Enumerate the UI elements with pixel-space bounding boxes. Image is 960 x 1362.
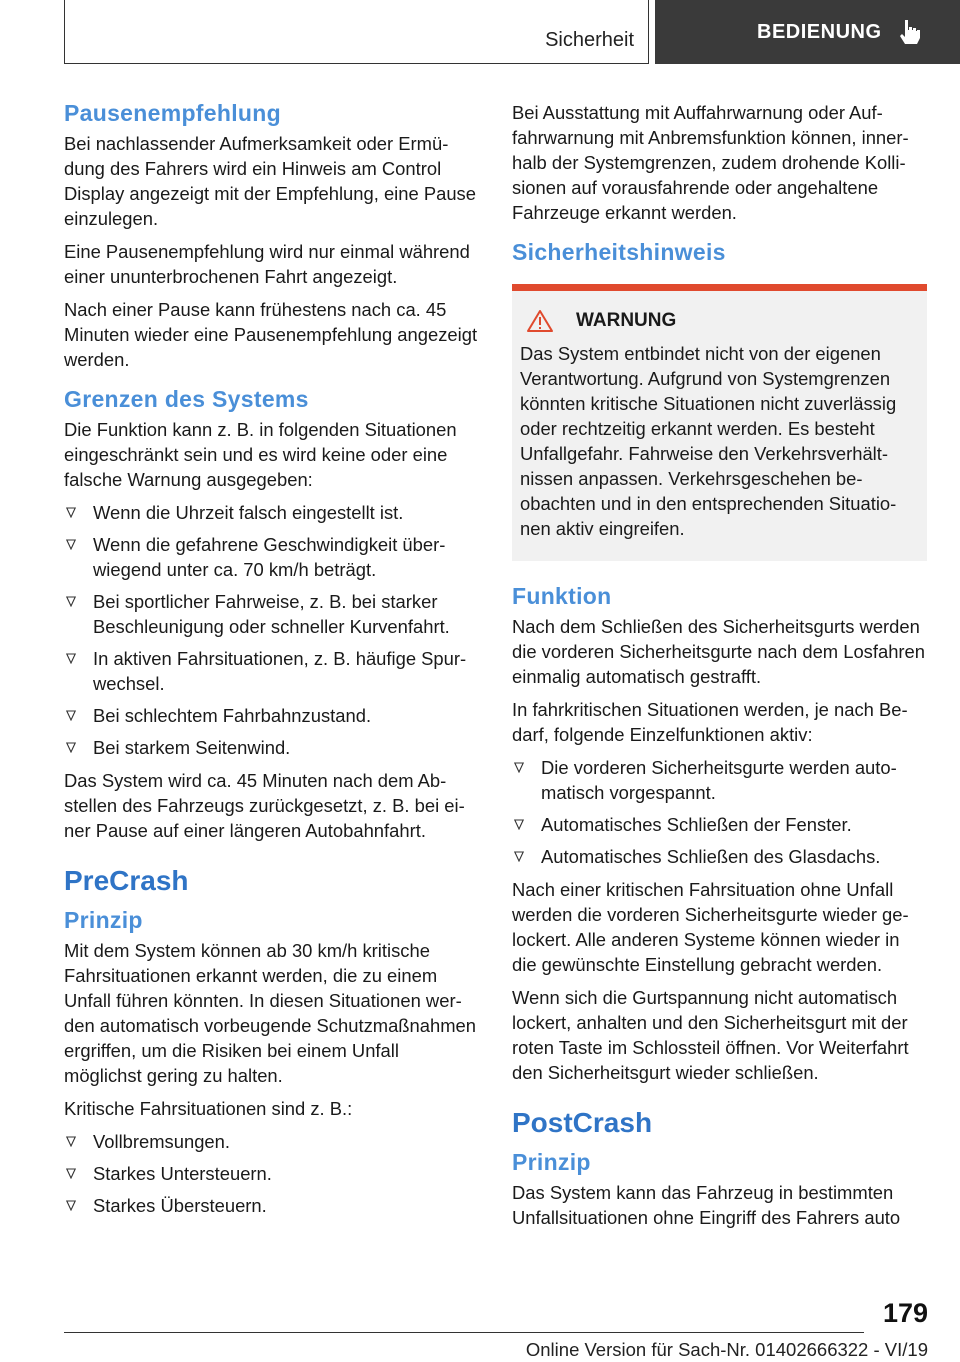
triangle-bullet-icon (66, 596, 76, 607)
list-item-text: Automatisches Schließen der Fenster. (541, 814, 852, 835)
heading-pausenempfehlung: Pausenempfehlung (64, 100, 281, 126)
warning-title-text: WARNUNG (576, 310, 677, 331)
list-item (64, 1129, 479, 1154)
footer-divider (64, 1332, 864, 1333)
list-item-text: In aktiven Fahrsituationen, z. B. häufige Spurwechsel. (93, 648, 467, 694)
triangle-bullet-icon (66, 539, 76, 550)
triangle-bullet-icon (514, 851, 524, 862)
footer-online-version: Online Version für Sach-Nr. 01402666322 - VI/19 (525, 1339, 928, 1360)
list-item (512, 812, 927, 837)
page-header (0, 0, 960, 66)
paragraph: Eine Pausenempfehlung wird nur einmal während einer ununterbrochenen Fahrt angezeigt. (64, 241, 470, 287)
list-item-text: Automatisches Schließen des Glasdachs. (541, 846, 881, 867)
list-item (64, 646, 479, 696)
list-item (64, 589, 479, 639)
list-item-text: Vollbremsungen. (93, 1131, 230, 1152)
triangle-bullet-icon (66, 710, 76, 721)
heading-funktion: Funktion (512, 583, 612, 609)
triangle-bullet-icon (514, 819, 524, 830)
heading-precrash: PreCrash (64, 865, 189, 896)
heading-postcrash: PostCrash (512, 1107, 653, 1138)
limits-list (64, 500, 479, 760)
warning-bar (512, 284, 927, 291)
list-item (512, 755, 927, 805)
list-item-text: Bei sportlicher Fahrweise, z. B. bei starker Beschleunigung oder schneller Kurvenfahrt. (93, 591, 450, 637)
paragraph: Die Funktion kann z. B. in folgenden Situationen eingeschränkt sein und es wird keine oder eine falsche Warnung ausgegeben: (64, 419, 457, 490)
list-item (64, 1161, 479, 1186)
paragraph: Bei Ausstattung mit Auffahrwarnung oder Auffahrwarnung mit Anbremsfunktion können, innerhalb der Systemgrenzen, zudem drohende Kollisionen auf vorausfahrende oder angehaltene Fahrzeuge erkannt werden. (512, 102, 909, 223)
triangle-bullet-icon (514, 762, 524, 773)
page-footer (64, 1298, 928, 1361)
list-item (64, 532, 479, 582)
paragraph: In fahrkritischen Situationen werden, je nach Bedarf, folgende Einzelfunktionen aktiv: (512, 699, 908, 745)
triangle-bullet-icon (66, 653, 76, 664)
section-tab (64, 0, 649, 64)
list-item-text: Wenn die gefahrene Geschwindigkeit überwiegend unter ca. 70 km/h beträgt. (93, 534, 446, 580)
triangle-bullet-icon (66, 1200, 76, 1211)
heading-prinzip: Prinzip (64, 907, 143, 933)
heading-grenzen: Grenzen des Systems (64, 386, 309, 412)
warning-text: Das System entbindet nicht von der eigenen Verantwortung. Aufgrund von Systemgrenzen könnten kritische Situationen nicht zuverlässig oder rechtzeitig erkannt werden. Es besteht Unfallgefahr. Fahrweise den Verkehrsverhältnissen anpassen. Verkehrsgeschehen beobachten und in den entsprechenden Situationen aktiv eingreifen. (520, 343, 897, 539)
triangle-bullet-icon (66, 507, 76, 518)
paragraph: Das System wird ca. 45 Minuten nach dem Abstellen des Fahrzeugs zurückgesetzt, z. B. bei einer Pause auf einer längeren Autobahnfahrt. (64, 770, 465, 841)
pointing-hand-icon (898, 18, 922, 46)
page-number: 179 (882, 1298, 928, 1328)
critical-list (64, 1129, 479, 1218)
paragraph: Kritische Fahrsituationen sind z. B.: (64, 1098, 353, 1119)
paragraph: Bei nachlassender Aufmerksamkeit oder Ermüdung des Fahrers wird ein Hinweis am Control Display angezeigt mit der Empfehlung, eine Pause einzulegen. (64, 133, 476, 229)
list-item (512, 844, 927, 869)
paragraph: Nach dem Schließen des Sicherheitsgurts werden die vorderen Sicherheitsgurte nach dem Losfahren einmalig automatisch gestrafft. (512, 616, 926, 687)
triangle-bullet-icon (66, 1136, 76, 1147)
function-list (512, 755, 927, 869)
heading-prinzip: Prinzip (512, 1149, 591, 1175)
list-item-text: Starkes Übersteuern. (93, 1195, 267, 1216)
list-item-text: Wenn die Uhrzeit falsch eingestellt ist. (93, 502, 404, 523)
triangle-bullet-icon (66, 742, 76, 753)
list-item-text: Bei starkem Seitenwind. (93, 737, 291, 758)
paragraph: Nach einer Pause kann frühestens nach ca. 45 Minuten wieder eine Pausenempfehlung angezeigt werden. (64, 299, 478, 370)
list-item-text: Bei schlechtem Fahrbahnzustand. (93, 705, 372, 726)
list-item (64, 735, 479, 760)
list-item (64, 500, 479, 525)
left-column (64, 100, 479, 1226)
section-tab-label: Sicherheit (545, 29, 634, 51)
list-item (64, 703, 479, 728)
list-item (64, 1193, 479, 1218)
chapter-tab-label: BEDIENUNG (757, 20, 882, 43)
list-item-text: Die vorderen Sicherheitsgurte werden automatisch vorgespannt. (541, 757, 897, 803)
chapter-tab (655, 0, 960, 64)
warning-title (520, 309, 919, 333)
heading-sicherheitshinweis: Sicherheitshinweis (512, 239, 726, 265)
list-item-text: Starkes Untersteuern. (93, 1163, 272, 1184)
right-column (512, 100, 927, 1238)
warning-triangle-icon (526, 309, 554, 333)
paragraph: Mit dem System können ab 30 km/h kritische Fahrsituationen erkannt werden, die zu einem Unfall führen könnten. In diesen Situationen werden automatisch vorbeugende Schutzmaßnahmen ergriffen, um die Risiken bei einem Unfall möglichst gering zu halten. (64, 940, 477, 1086)
paragraph: Wenn sich die Gurtspannung nicht automatisch lockert, anhalten und den Sicherheitsgurt mit der roten Taste im Schlossteil öffnen. Vor Weiterfahrt den Sicherheitsgurt wieder schließen. (512, 987, 909, 1083)
warning-box (512, 291, 927, 561)
paragraph: Nach einer kritischen Fahrsituation ohne Unfall werden die vorderen Sicherheitsgurte wieder gelockert. Alle anderen Systeme können wieder in die gewünschte Einstellung gebracht werden. (512, 879, 909, 975)
paragraph: Das System kann das Fahrzeug in bestimmten Unfallsituationen ohne Eingriff des Fahrers auto (512, 1182, 901, 1228)
triangle-bullet-icon (66, 1168, 76, 1179)
